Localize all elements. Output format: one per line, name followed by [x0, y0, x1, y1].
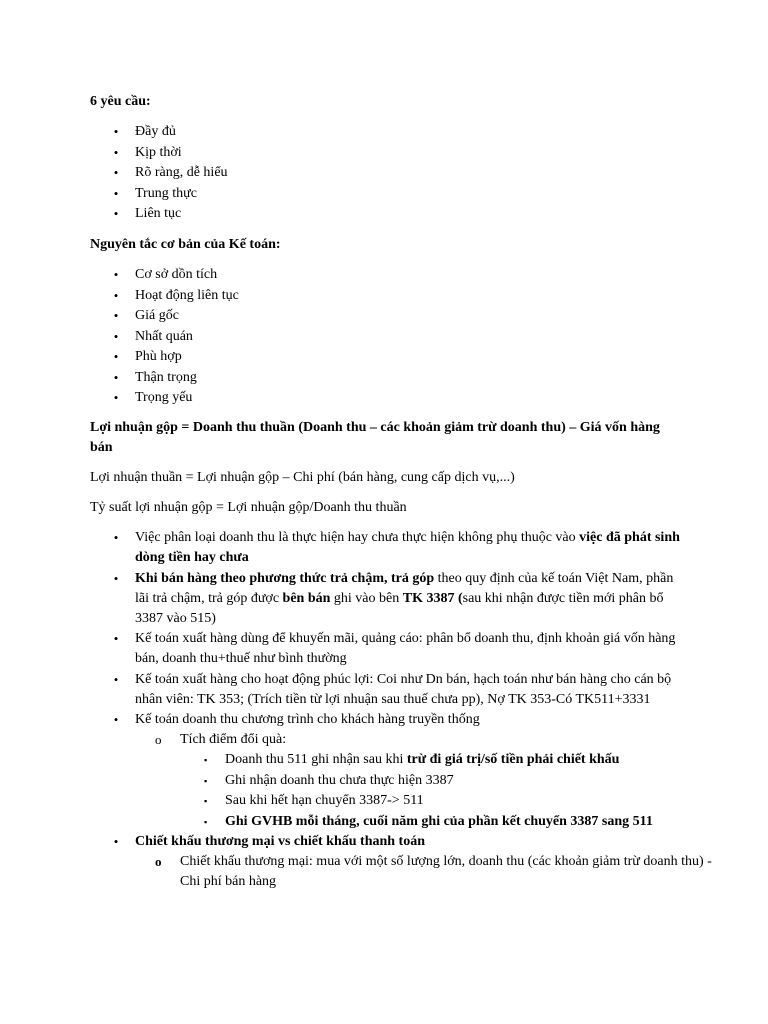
- note-text: theo quy định của kế toán Việt Nam, phần lãi trả chậm, trả góp được: [135, 570, 674, 606]
- bullet-icon: •: [113, 631, 119, 646]
- gross-margin-formula: Tỷ suất lợi nhuận gộp = Lợi nhuận gộp/Doanh thu thuần: [90, 500, 407, 515]
- sublist-text: Chiết khấu thương mại: mua với một số lượng lớn, doanh thu (các khoản giảm trừ doanh thu) - Chi phí bán hàng: [180, 854, 712, 889]
- note-bold: việc đã phát sinh dòng tiền hay chưa: [135, 530, 680, 565]
- requirements-heading: 6 yêu cầu:: [90, 94, 151, 109]
- bullet-icon: •: [113, 834, 119, 849]
- points-redemption-list: [180, 750, 735, 832]
- note-text: Kế toán xuất hàng cho hoạt động phúc lợi: Coi như Dn bán, hạch toán như bán hàng cho cán bộ nhân viên: TK 353; (Trích tiền từ lợi nhuận sau thuế chưa pp), Nợ TK 353-Có TK511+3331: [135, 671, 672, 707]
- sublist-label: Tích điểm đổi quà:: [180, 732, 287, 747]
- subsublist-item: ▪ Ghi GVHB mỗi tháng, cuối năm ghi của phần kết chuyển 3387 sang 511: [180, 812, 768, 832]
- note-text: Kế toán doanh thu chương trình cho khách hàng truyền thống: [135, 712, 480, 727]
- bullet-icon: •: [113, 570, 119, 586]
- bullet-icon: •: [113, 390, 119, 405]
- bullet-icon: •: [113, 530, 119, 545]
- bullet-icon: •: [113, 124, 119, 139]
- subsublist-item: ▪ Doanh thu 511 ghi nhận sau khi trừ đi giá trị/số tiền phải chiết khấu: [180, 750, 768, 770]
- list-item: [90, 670, 690, 710]
- list-item: [90, 832, 712, 892]
- bullet-icon: •: [113, 287, 119, 303]
- list-item: • Liên tục: [90, 204, 690, 224]
- principles-list: [90, 265, 690, 409]
- requirements-list: [90, 122, 690, 225]
- list-item: • Kịp thời: [90, 143, 690, 163]
- discount-sublist: [135, 852, 712, 892]
- square-bullet-icon: ▪: [204, 755, 208, 765]
- list-item: • Trung thực: [90, 184, 690, 204]
- bullet-icon: •: [113, 144, 119, 160]
- bullet-icon: •: [113, 349, 119, 364]
- bullet-icon: •: [113, 165, 119, 180]
- list-item: • Nhất quán: [90, 327, 690, 347]
- square-bullet-icon: ▪: [204, 796, 208, 806]
- list-item: [90, 629, 690, 669]
- list-item: • Cơ sở dồn tích: [90, 265, 690, 285]
- note-bold: TK 3387 (: [402, 590, 463, 606]
- subsublist-item: ▪ Ghi nhận doanh thu chưa thực hiện 3387: [180, 771, 768, 791]
- bullet-icon: •: [113, 267, 119, 282]
- list-item: • Giá gốc: [90, 306, 690, 326]
- list-item: [90, 528, 690, 568]
- sublist-item: [135, 852, 735, 892]
- square-bullet-icon: ▪: [204, 775, 208, 786]
- gross-profit-formula: Lợi nhuận gộp = Doanh thu thuần (Doanh thu – các khoản giảm trừ doanh thu) – Giá vốn hàng bán: [90, 420, 660, 455]
- list-item: • Đầy đủ: [90, 122, 690, 142]
- net-profit-formula: Lợi nhuận thuần = Lợi nhuận gộp – Chi phí (bán hàng, cung cấp dịch vụ,...): [90, 470, 515, 485]
- list-item: • Thận trọng: [90, 368, 690, 388]
- accounting-notes-list: [90, 528, 712, 893]
- bullet-icon: •: [113, 671, 119, 687]
- list-item: [90, 569, 690, 629]
- note-text: sau khi nhận được tiền mới phân bổ 3387 vào 515): [135, 590, 664, 626]
- note-bold: bên bán: [282, 590, 331, 606]
- list-item: • Trọng yếu: [90, 388, 690, 408]
- list-item: • Hoạt động liên tục: [90, 286, 690, 306]
- note-bold: Khi bán hàng theo phương thức trả chậm, trả góp: [135, 570, 435, 586]
- note-bold: Chiết khấu thương mại vs chiết khấu thanh toán: [135, 834, 426, 849]
- bullet-icon: •: [113, 185, 119, 201]
- subsublist-item: ▪ Sau khi hết hạn chuyển 3387-> 511: [180, 791, 768, 811]
- bullet-icon: •: [113, 712, 119, 727]
- bullet-icon: •: [113, 328, 119, 344]
- note-text: Việc phân loại doanh thu là thực hiện hay chưa thực hiện không phụ thuộc vào: [135, 530, 580, 545]
- bullet-icon: •: [113, 206, 119, 221]
- note-text: Kế toán xuất hàng dùng để khuyến mãi, quảng cáo: phân bổ doanh thu, định khoản giá vốn hàng bán, doanh thu+thuế như bình thường: [135, 631, 676, 666]
- list-item: • Phù hợp: [90, 347, 690, 367]
- loyalty-sublist: [135, 730, 690, 832]
- square-bullet-icon: ▪: [204, 816, 208, 827]
- principles-heading: Nguyên tắc cơ bản của Kế toán:: [90, 237, 281, 252]
- list-item: [90, 710, 690, 832]
- bullet-icon: •: [113, 369, 119, 385]
- bullet-icon: •: [113, 308, 119, 323]
- circle-bullet-icon: o: [155, 854, 162, 869]
- sublist-item: [135, 730, 735, 832]
- circle-bullet-icon: o: [155, 732, 162, 747]
- list-item: • Rõ ràng, dễ hiểu: [90, 163, 690, 183]
- note-text: ghi vào bên: [330, 590, 403, 606]
